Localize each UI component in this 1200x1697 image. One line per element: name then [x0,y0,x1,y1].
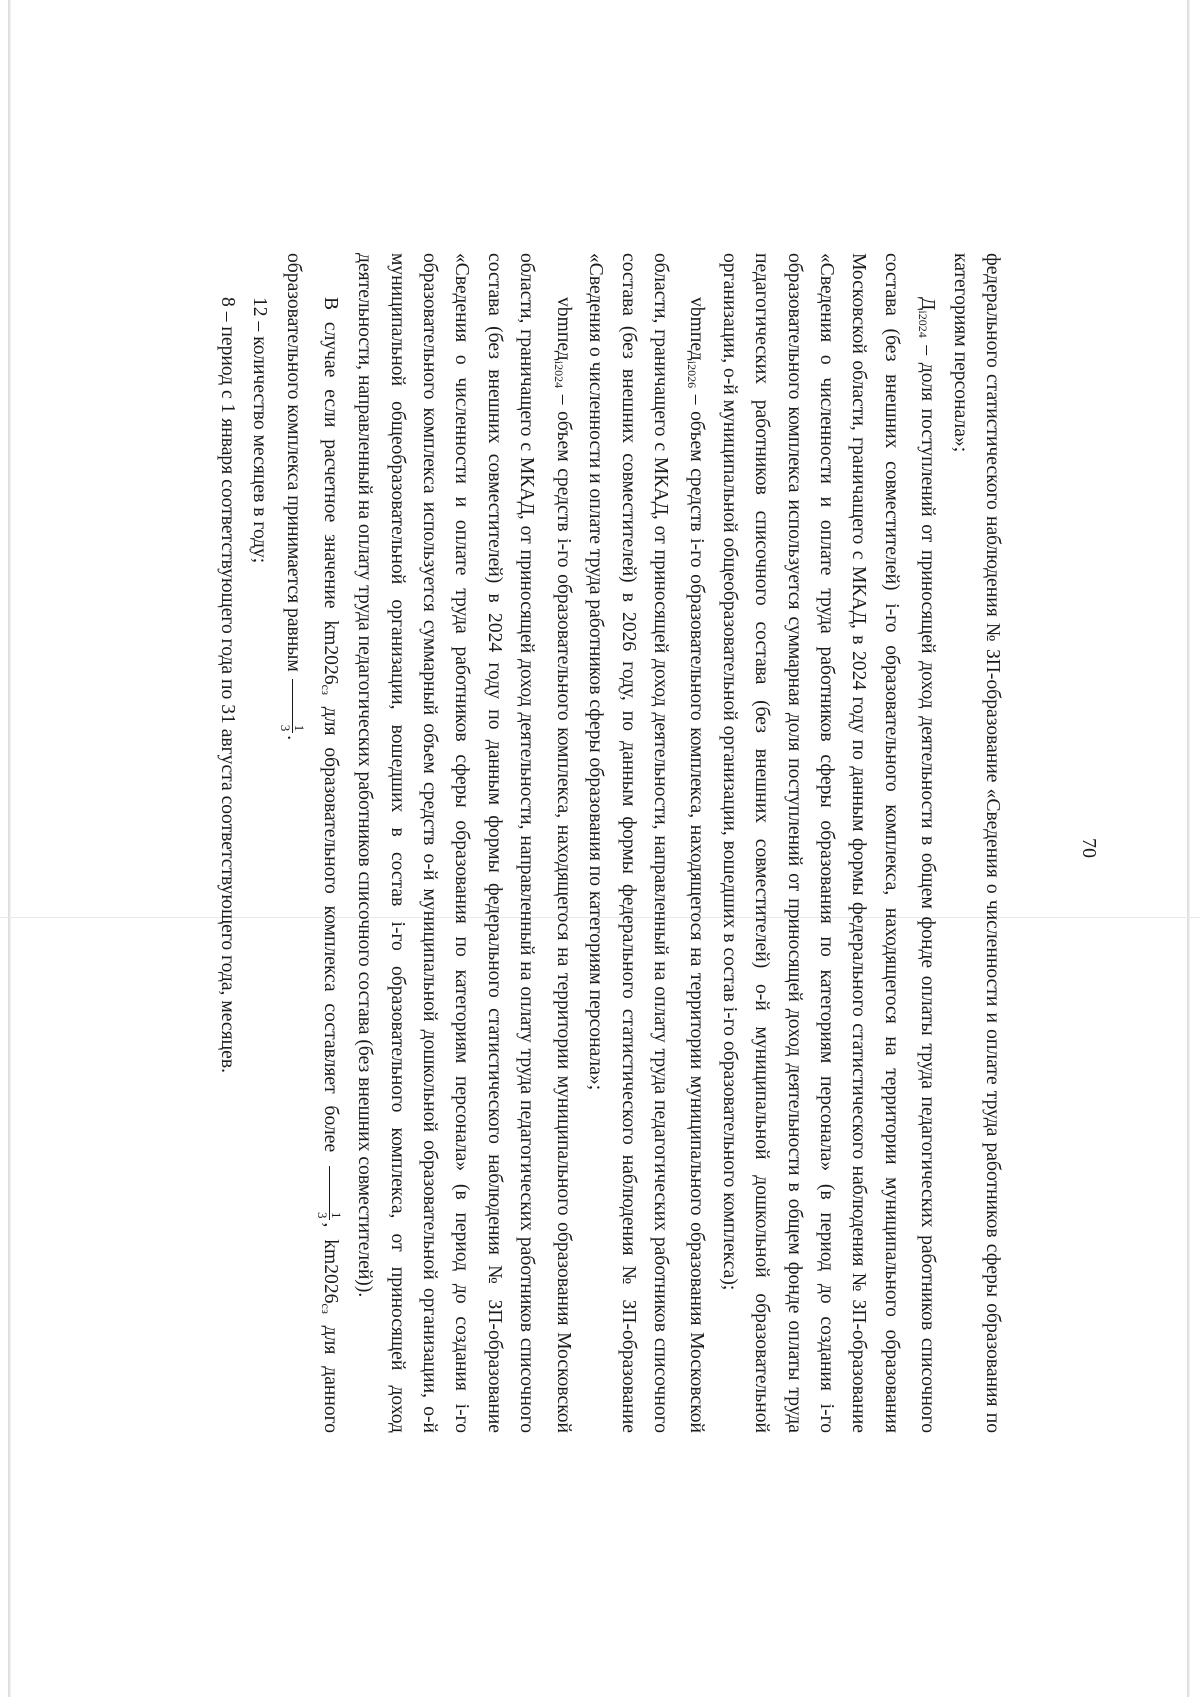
definition-text: – доля поступлений от приносящей доход деятельности в общем фонде оплаты труда педагогических работников списочного состава (без внешних совместителей) i-го образовательного комплекса, находящегося на территории муниципального образования Московской области, граничащего с МКАД, в 2024 году по данным формы федерального статистического наблюдения № ЗП-образование «Сведения о численности и оплате труда работников сферы образования по категориям персонала» (в период до создания i-го образовательного комплекса используется суммарная доля поступлений от приносящей доход деятельности в общем фонде оплаты труда педагогических работников списочного состава (без внешних совместителей) о-й муниципальной дошкольной образовательной организации, о-й муниципальной общеобразовательной организации, вошедших в состав i-го образовательного комплекса); [718,253,939,1433]
definition-period-months [210,253,242,1433]
rule-subscript-a: сз [318,684,333,695]
definition-vbm-2024 [348,253,579,1433]
page-number: 70 [1078,838,1100,858]
variable-subscript: i2024 [551,360,566,389]
fraction-denominator: 3 [278,724,294,732]
fraction-one-third [279,679,306,734]
rule-text-b: для образовательного комплекса составляет более [319,694,341,1164]
scan-edge-right [1187,0,1190,1697]
variable-name: vbmпед [686,297,708,361]
scan-edge-left [8,0,11,1697]
variable-name: vbmпед [552,297,574,361]
definition-months-in-year [243,253,275,1433]
definition-text: – объем средств i-го образовательного комплекса, находящегося на территории муниципального образования Московской области, граничащего с МКАД, от приносящей доход деятельности, направленный на оплату труда педагогических работников списочного состава (без внешних совместителей) в 2024 году по данным формы федерального статистического наблюдения № ЗП-образование «Сведения о численности и оплате труда работников сферы образования по категориям персонала» (в период до создания i-го образовательного комплекса используется суммарный объем средств о-й муниципальной дошкольной образовательной организации, о-й муниципальной общеобразовательной организации, вошедших в состав i-го образовательного комплекса, от приносящей доход деятельности, направленный на оплату труда педагогических работников списочного состава (без внешних совместителей)). [354,253,574,1433]
variable-name: Д [917,297,939,311]
paragraph-text: 8 – период с 1 января соответствующего года по 31 августа соответствующего года, месяцев. [216,297,238,1073]
rule-text-a: В случае если расчетное значение km2026 [319,297,341,685]
paragraph-continuation [943,253,1008,1433]
document-page [100,133,1100,1563]
variable-subscript: i2026 [685,360,700,389]
paragraph-text: 12 – количество месяцев в году; [249,297,271,564]
rule-text-c: , km2026 [319,1222,341,1304]
definition-share-income [712,253,943,1433]
fraction-numerator: 1 [292,679,306,734]
rule-text-e: . [283,735,305,741]
fraction-one-third [316,1166,343,1221]
fraction-numerator: 1 [329,1166,343,1221]
document-body [210,253,1008,1433]
paragraph-text: федерального статистического наблюдения № ЗП-образование «Сведения о численности и оплате труда работников сферы образования по категориям персонала»; [949,253,1003,1433]
variable-subscript: i2024 [916,310,931,338]
limit-rule-paragraph [277,253,346,1433]
rule-subscript-c: сз [318,1303,333,1314]
definition-vbm-2026 [579,253,713,1433]
rule-text-d: для данного образовательного комплекса принимается равным [283,253,341,1433]
definition-text: – объем средств i-го образовательного комплекса, находящегося на территории муниципального образования Московской области, граничащего с МКАД, от приносящей доход деятельности, направленный на оплату труда педагогических работников списочного состава (без внешних совместителей) в 2026 году, по данным формы федерального статистического наблюдения № ЗП-образование «Сведения о численности и оплате труда работников сферы образования по категориям персонала»; [585,253,708,1433]
fraction-denominator: 3 [314,1211,330,1219]
